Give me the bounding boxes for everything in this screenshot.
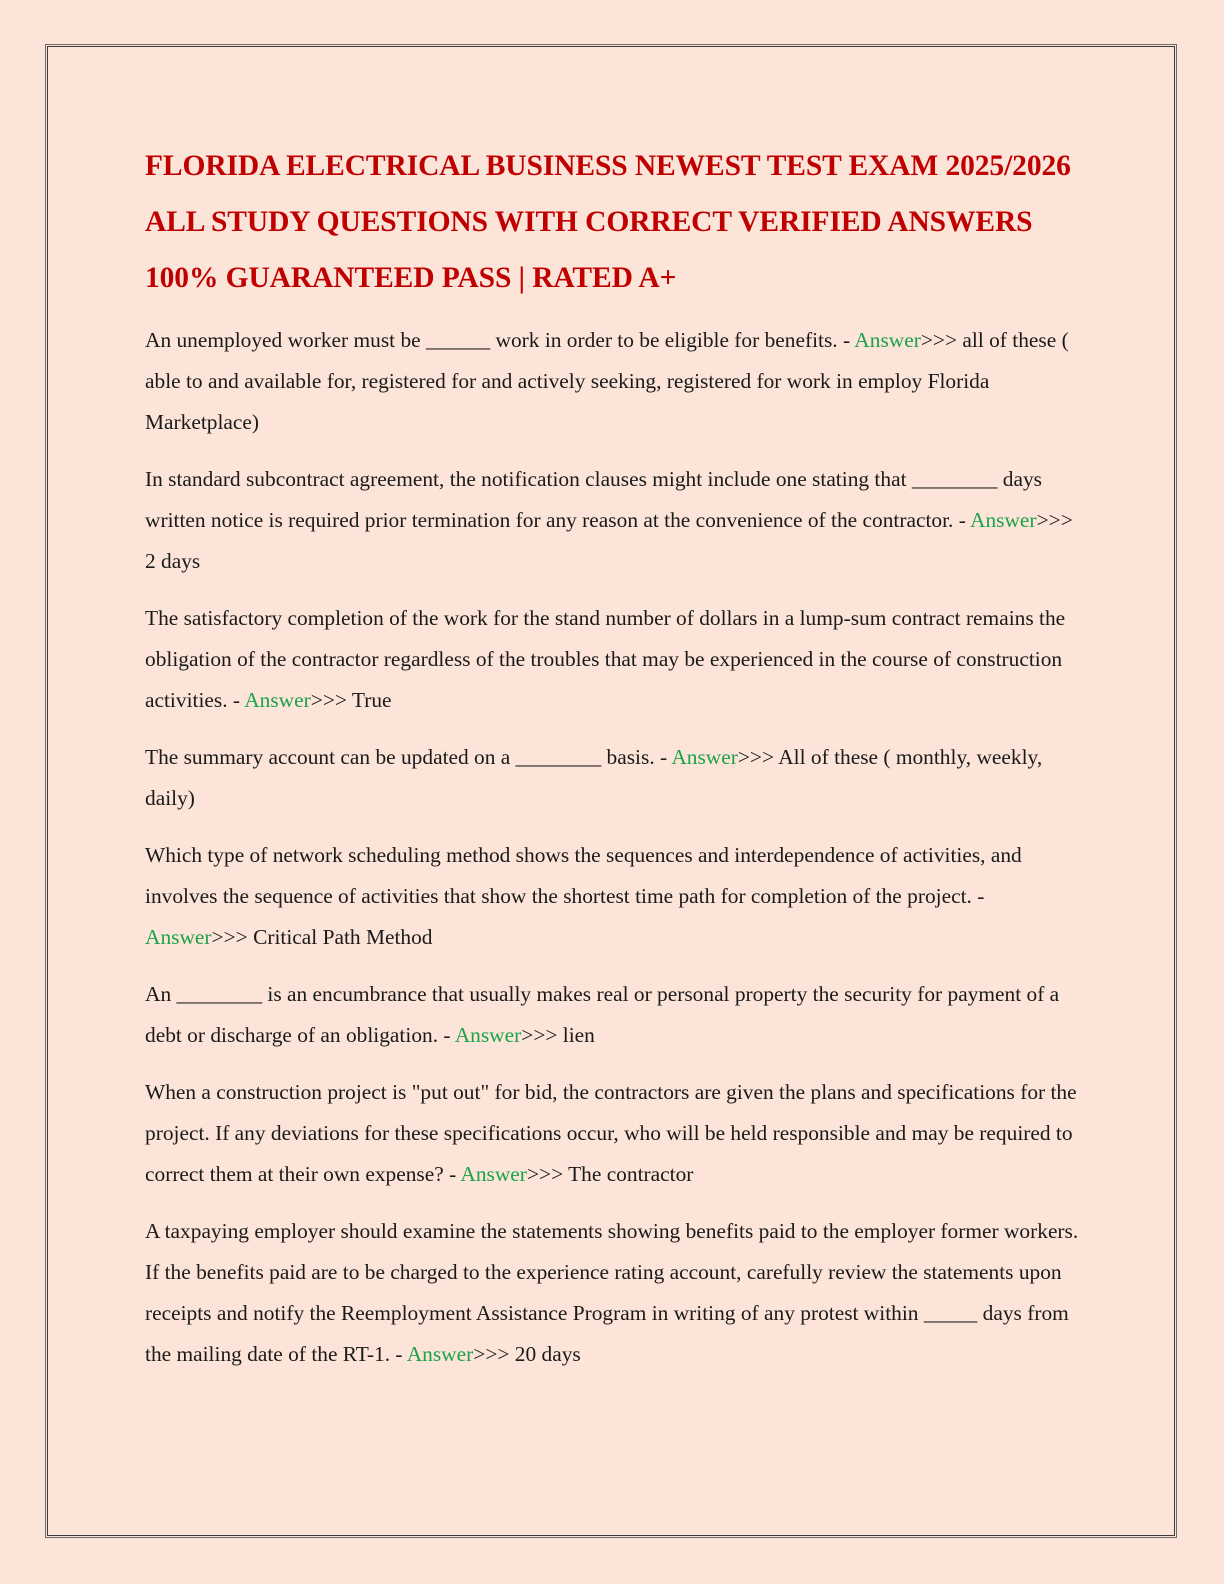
qa-item-7	[145, 1072, 1080, 1195]
qa-item-1	[145, 320, 1080, 443]
answer-text: >>> 2 days	[145, 508, 1073, 573]
answer-text: >>> Critical Path Method	[211, 925, 433, 949]
answer-text: >>> The contractor	[526, 1162, 694, 1186]
question-text: An ________ is an encumbrance that usually makes real or personal property the security for payment of a debt or discharge of an obligation. -	[145, 982, 1060, 1047]
answer-label: Answer	[671, 745, 738, 769]
question-text: When a construction project is "put out" for bid, the contractors are given the plans and specifications for the project. If any deviations for these specifications occur, who will be held responsible and may be required to correct them at their own expense? -	[145, 1080, 1077, 1186]
question-text: The satisfactory completion of the work for the stand number of dollars in a lump-sum contract remains the obligation of the contractor regardless of the troubles that may be experienced in the course of construction activities. -	[145, 606, 1066, 712]
answer-label: Answer	[460, 1162, 527, 1186]
answer-label: Answer	[145, 925, 212, 949]
qa-item-8	[145, 1211, 1080, 1375]
question-text: In standard subcontract agreement, the notification clauses might include one stating that ________ days written notice is required prior termination for any reason at the convenience of the contractor. -	[145, 467, 1042, 532]
answer-label: Answer	[454, 1023, 522, 1047]
question-text: An unemployed worker must be ______ work in order to be eligible for benefits. -	[145, 328, 855, 352]
answer-text: >>> all of these ( able to and available for, registered for and actively seeking, registered for work in employ Florida Marketplace)	[145, 328, 1069, 434]
answer-text: >>> 20 days	[473, 1342, 581, 1366]
answer-text: >>> True	[310, 688, 392, 712]
answer-text: >>> All of these ( monthly, weekly, daily)	[145, 745, 1043, 810]
answer-label: Answer	[854, 328, 921, 352]
qa-item-2	[145, 459, 1080, 582]
answer-label: Answer	[970, 508, 1037, 532]
qa-item-3	[145, 598, 1080, 721]
qa-item-5	[145, 835, 1080, 958]
answer-label: Answer	[244, 688, 311, 712]
document-title: FLORIDA ELECTRICAL BUSINESS NEWEST TEST EXAM 2025/2026 ALL STUDY QUESTIONS WITH CORRECT VERIFIED ANSWERS 100% GUARANTEED PASS | RATED A+	[145, 150, 1071, 294]
question-text: The summary account can be updated on a ________ basis. -	[145, 745, 672, 769]
question-text: A taxpaying employer should examine the statements showing benefits paid to the employer former workers. If the benefits paid are to be charged to the experience rating account, carefully review the statements upon receipts and notify the Reemployment Assistance Program in writing of any protest within _____ days from the mailing date of the RT-1. -	[145, 1219, 1079, 1366]
qa-item-6	[145, 974, 1080, 1056]
question-text: Which type of network scheduling method shows the sequences and interdependence of activities, and involves the sequence of activities that show the shortest time path for completion of the project. -	[145, 843, 1022, 908]
answer-text: >>> lien	[521, 1023, 595, 1047]
document-body	[145, 138, 1080, 1391]
answer-label: Answer	[406, 1342, 474, 1366]
qa-item-4	[145, 737, 1080, 819]
